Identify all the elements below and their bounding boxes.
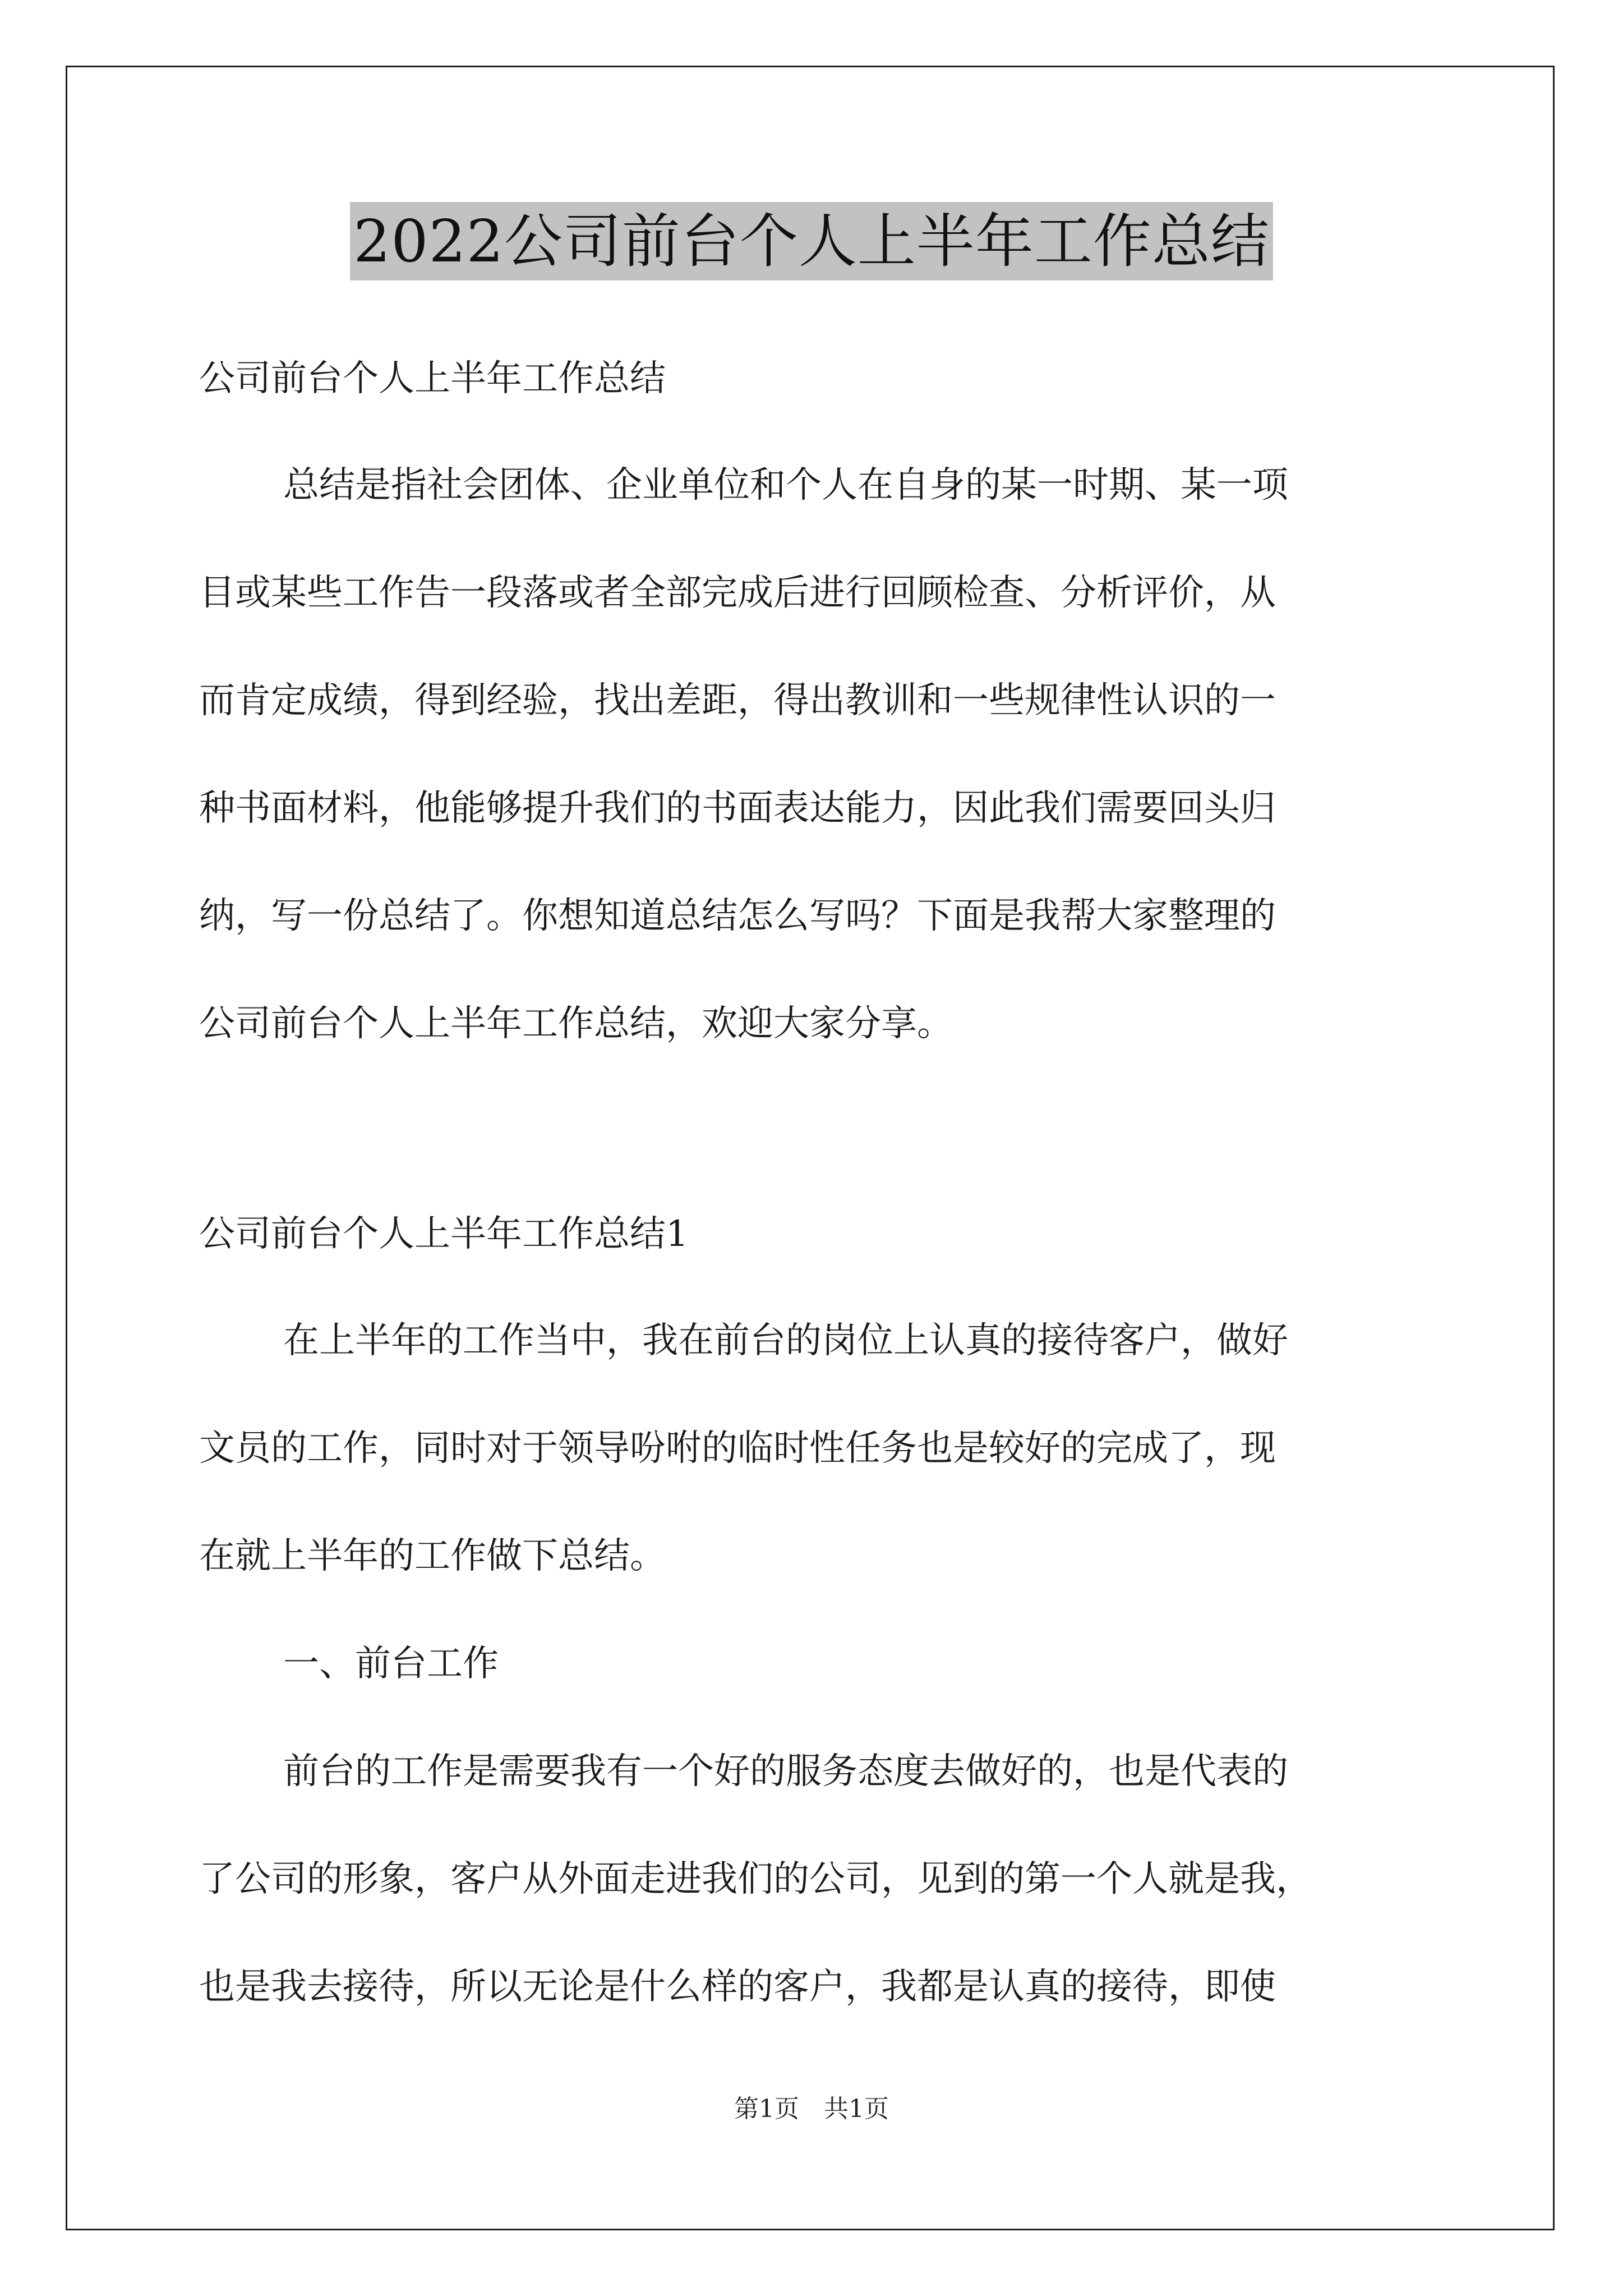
body-line-1: 前台的工作是需要我有一个好的服务态度去做好的，也是代表的 (283, 1751, 1288, 1792)
body-line-2: 了公司的形象，客户从外面走进我们的公司，见到的第一个人就是我， (199, 1858, 1312, 1900)
intro-line-6: 公司前台个人上半年工作总结，欢迎大家分享。 (199, 1003, 953, 1045)
section-1-line-1: 在上半年的工作当中，我在前台的岗位上认真的接待客户，做好 (283, 1320, 1288, 1361)
intro-line-2: 目或某些工作告一段落或者全部完成后进行回顾检查、分析评价，从 (199, 572, 1276, 614)
section-1-line-3: 在就上半年的工作做下总结。 (199, 1535, 666, 1577)
subheading-front-desk: 一、前台工作 (283, 1643, 499, 1685)
document-title: 2022公司前台个人上半年工作总结 (350, 202, 1273, 280)
intro-line-4: 种书面材料，他能够提升我们的书面表达能力，因此我们需要回头归 (199, 788, 1276, 829)
section-1-line-2: 文员的工作，同时对于领导吩咐的临时性任务也是较好的完成了，现 (199, 1428, 1276, 1469)
intro-line-1: 总结是指社会团体、企业单位和个人在自身的某一时期、某一项 (283, 464, 1288, 506)
title-container (0, 202, 1623, 280)
intro-line-5: 纳，写一份总结了。你想知道总结怎么写吗？下面是我帮大家整理的 (199, 895, 1276, 937)
page-number-footer: 第1页 共1页 (734, 2095, 889, 2123)
document-subtitle: 公司前台个人上半年工作总结 (199, 358, 666, 399)
body-line-3: 也是我去接待，所以无论是什么样的客户，我都是认真的接待，即使 (199, 1966, 1276, 2008)
intro-line-3: 而肯定成绩，得到经验，找出差距，得出教训和一些规律性认识的一 (199, 680, 1276, 721)
section-1-heading: 公司前台个人上半年工作总结1 (199, 1213, 689, 1255)
